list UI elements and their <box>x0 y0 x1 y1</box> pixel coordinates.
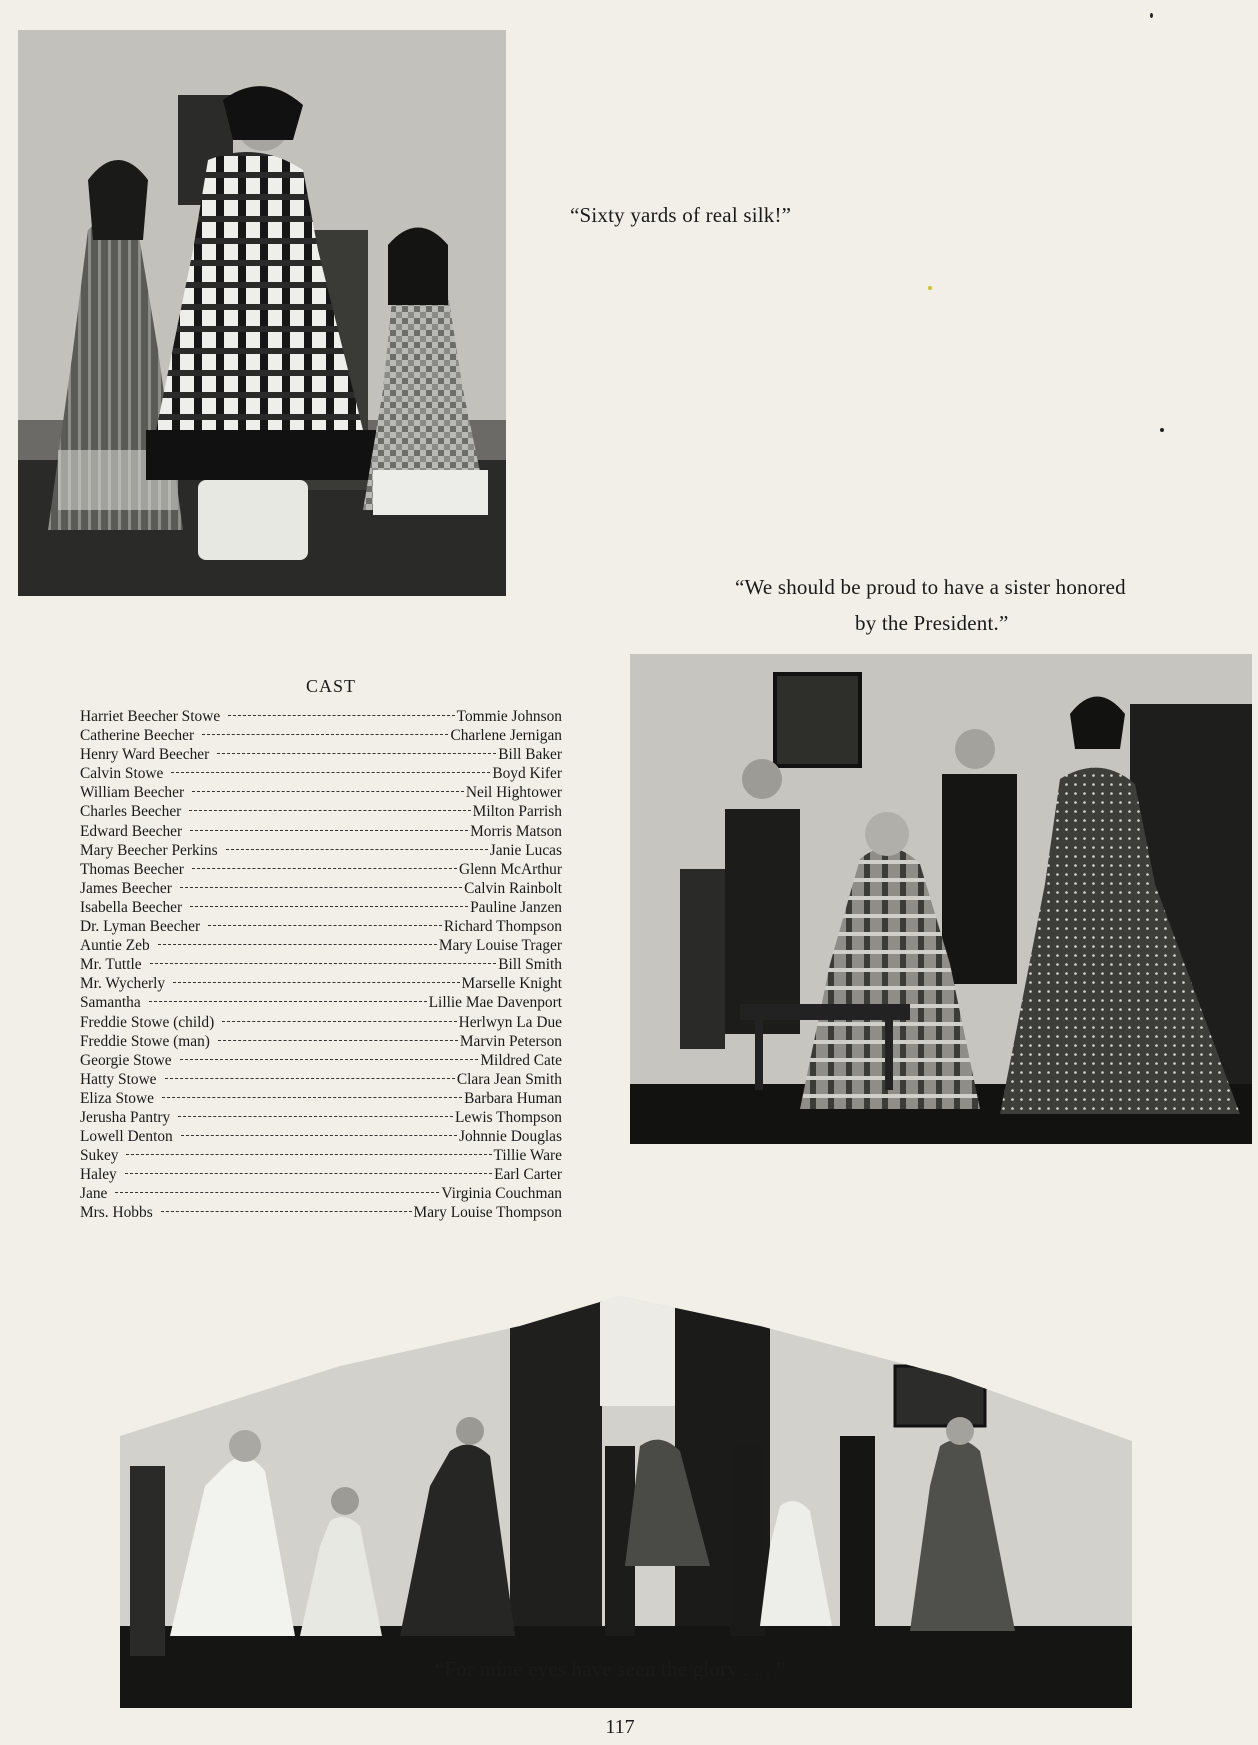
caption-middle-line1: “We should be proud to have a sister honored <box>735 575 1126 599</box>
cast-role: Catherine Beecher <box>80 727 195 745</box>
dotted-leader <box>171 772 490 773</box>
cast-row <box>80 822 562 841</box>
cast-row <box>80 1127 562 1146</box>
dotted-leader <box>208 925 442 926</box>
cast-actor: Bill Baker <box>498 746 562 764</box>
caption-bottom: “For mine eyes have seen the glory . . . ” <box>435 1657 786 1681</box>
parlor-scene-photo-graphic <box>630 654 1252 1144</box>
cast-row <box>80 707 562 726</box>
cast-actor: Mildred Cate <box>480 1051 562 1069</box>
cast-actor: Clara Jean Smith <box>456 1070 562 1088</box>
cast-role: Isabella Beecher <box>80 898 183 916</box>
cast-role: Harriet Beecher Stowe <box>80 708 221 725</box>
dotted-leader <box>218 1040 458 1041</box>
cast-row <box>80 955 562 974</box>
cast-row <box>80 1165 562 1184</box>
caption-middle-line2: by the President.” <box>855 611 1009 635</box>
cast-row <box>80 993 562 1012</box>
cast-actor: Virginia Couchman <box>441 1185 562 1203</box>
dotted-leader <box>162 1097 462 1098</box>
cast-row <box>80 1070 562 1089</box>
cast-actor: Calvin Rainbolt <box>464 879 562 897</box>
cast-actor: Charlene Jernigan <box>450 727 562 745</box>
cast-role: Calvin Stowe <box>80 765 164 783</box>
cast-row <box>80 879 562 898</box>
dotted-leader <box>126 1154 491 1155</box>
cast-row <box>80 1051 562 1070</box>
dotted-leader <box>149 1001 427 1002</box>
dotted-leader <box>180 887 462 888</box>
full-stage-photo-graphic <box>120 1296 1132 1708</box>
dotted-leader <box>150 963 497 964</box>
cast-row <box>80 1203 562 1222</box>
cast-role: Hatty Stowe <box>80 1070 157 1088</box>
cast-role: Mr. Wycherly <box>80 975 166 993</box>
cast-row <box>80 764 562 783</box>
dotted-leader <box>125 1173 492 1174</box>
dotted-leader <box>192 791 464 792</box>
stage-photo-dress-fitting <box>18 30 506 596</box>
dotted-leader <box>190 906 468 907</box>
cast-actor: Tillie Ware <box>493 1147 562 1165</box>
cast-role: Auntie Zeb <box>80 937 150 955</box>
cast-role: Jerusha Pantry <box>80 1108 171 1126</box>
cast-actor: Bill Smith <box>498 956 562 974</box>
cast-actor: Johnnie Douglas <box>458 1128 562 1146</box>
cast-actor: Morris Matson <box>470 822 562 840</box>
dotted-leader <box>181 1135 457 1136</box>
cast-row <box>80 802 562 821</box>
cast-actor: Mary Louise Thompson <box>413 1204 562 1222</box>
dotted-leader <box>190 830 468 831</box>
cast-actor: Neil Hightower <box>465 784 562 802</box>
cast-actor: Herlwyn La Due <box>458 1013 562 1031</box>
cast-role: James Beecher <box>80 879 172 897</box>
dotted-leader <box>192 868 457 869</box>
cast-role: Edward Beecher <box>80 822 183 840</box>
cast-role: Lowell Denton <box>80 1128 173 1146</box>
cast-row <box>80 841 562 860</box>
cast-role: Mrs. Hobbs <box>80 1204 153 1222</box>
cast-role: Dr. Lyman Beecher <box>80 918 201 936</box>
cast-row <box>80 936 562 955</box>
dotted-leader <box>180 1059 479 1060</box>
page-number: 117 <box>605 1716 635 1738</box>
cast-actor: Marselle Knight <box>461 975 562 993</box>
dotted-leader <box>189 810 470 811</box>
dotted-leader <box>161 1211 412 1212</box>
cast-actor: Pauline Janzen <box>470 898 562 916</box>
cast-actor: Boyd Kifer <box>492 765 562 783</box>
cast-role: Thomas Beecher <box>80 860 184 878</box>
scan-speck <box>1160 428 1164 432</box>
cast-actor: Earl Carter <box>494 1166 562 1184</box>
stage-photo-full-stage <box>120 1296 1132 1708</box>
cast-row <box>80 974 562 993</box>
dress-fitting-photo-graphic <box>18 30 506 596</box>
cast-row <box>80 917 562 936</box>
stage-photo-parlor-scene <box>630 654 1252 1144</box>
cast-role: Freddie Stowe (man) <box>80 1032 210 1050</box>
cast-actor: Mary Louise Trager <box>438 937 562 955</box>
cast-role: Henry Ward Beecher <box>80 746 210 764</box>
cast-row <box>80 860 562 879</box>
cast-role: Georgie Stowe <box>80 1051 172 1069</box>
cast-row <box>80 1032 562 1051</box>
dotted-leader <box>202 734 448 735</box>
cast-row <box>80 1146 562 1165</box>
dotted-leader <box>115 1192 439 1193</box>
cast-role: Eliza Stowe <box>80 1089 154 1107</box>
cast-role: Mary Beecher Perkins <box>80 841 218 859</box>
dotted-leader <box>173 982 459 983</box>
cast-actor: Glenn McArthur <box>458 860 562 878</box>
dotted-leader <box>165 1078 455 1079</box>
cast-actor: Lewis Thompson <box>454 1108 562 1126</box>
cast-role: Haley <box>80 1166 117 1184</box>
cast-actor: Janie Lucas <box>489 841 562 859</box>
cast-row <box>80 1013 562 1032</box>
dotted-leader <box>226 849 488 850</box>
scan-speck <box>928 286 932 290</box>
cast-actor: Barbara Human <box>464 1089 562 1107</box>
cast-actor: Richard Thompson <box>443 918 562 936</box>
caption-top: “Sixty yards of real silk!” <box>570 203 792 227</box>
cast-title: CAST <box>305 676 356 696</box>
cast-row <box>80 745 562 764</box>
dotted-leader <box>228 715 454 716</box>
cast-actor: Tommie Johnson <box>456 708 562 725</box>
dotted-leader <box>178 1116 453 1117</box>
scan-speck <box>1150 13 1153 18</box>
cast-row <box>80 783 562 802</box>
cast-row <box>80 898 562 917</box>
cast-role: Freddie Stowe (child) <box>80 1013 215 1031</box>
cast-role: Jane <box>80 1185 108 1203</box>
cast-role: Mr. Tuttle <box>80 956 142 974</box>
cast-row <box>80 726 562 745</box>
cast-row <box>80 1108 562 1127</box>
dotted-leader <box>222 1021 456 1022</box>
cast-row <box>80 1089 562 1108</box>
cast-list <box>80 676 562 1223</box>
cast-role: Charles Beecher <box>80 803 182 821</box>
cast-role: Samantha <box>80 994 141 1012</box>
cast-row <box>80 1184 562 1203</box>
cast-actor: Milton Parrish <box>472 803 562 821</box>
cast-role: William Beecher <box>80 784 185 802</box>
dotted-leader <box>217 753 496 754</box>
cast-rows <box>80 707 562 1223</box>
cast-actor: Marvin Peterson <box>459 1032 562 1050</box>
cast-role: Sukey <box>80 1147 119 1165</box>
cast-actor: Lillie Mae Davenport <box>428 994 562 1012</box>
dotted-leader <box>158 944 437 945</box>
